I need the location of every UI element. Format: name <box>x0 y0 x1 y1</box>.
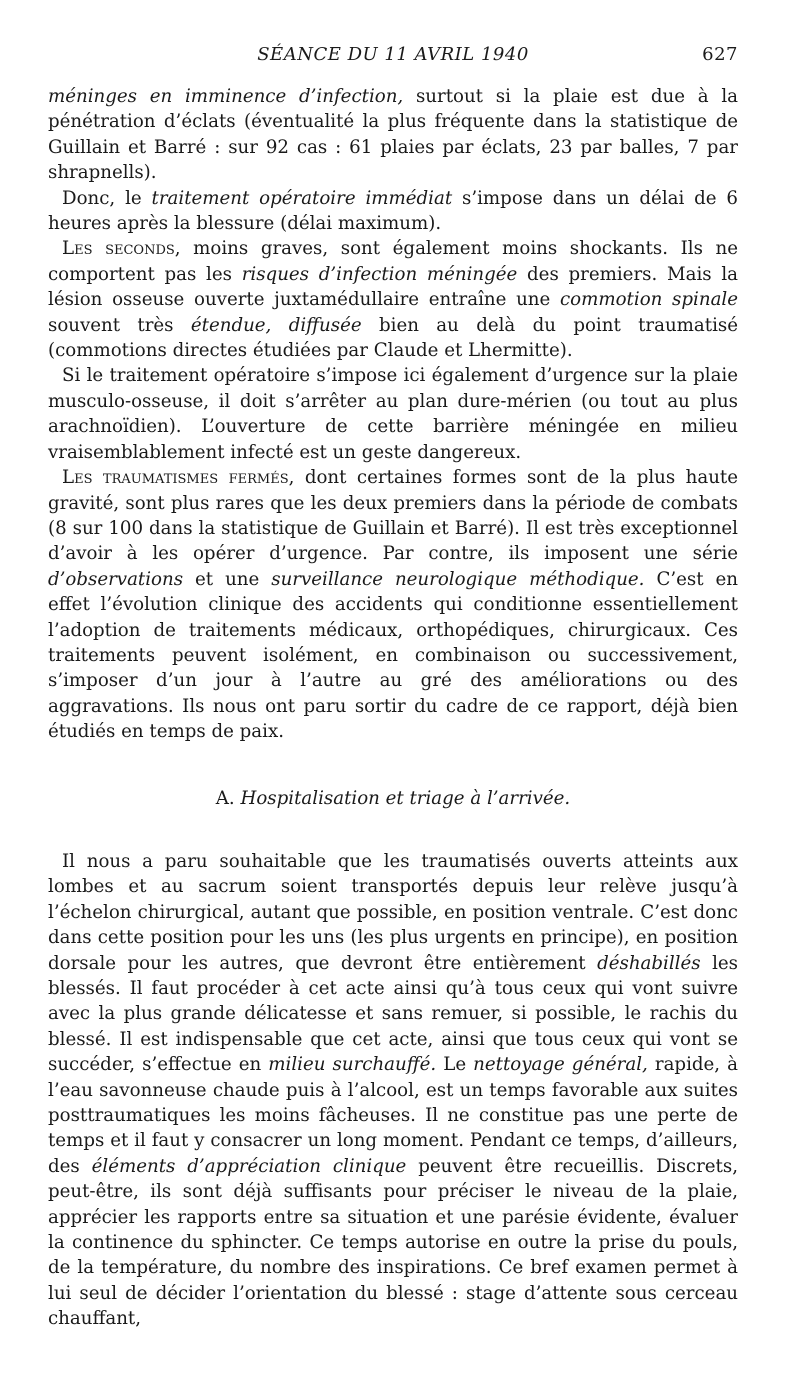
emphasis-text: méninges en imminence d’infection, <box>48 86 404 107</box>
paragraph-text: peuvent être recueillis. Discrets, peut-être, ils sont déjà suffisants pour préciser le niveau de la plaie, apprécier les rapports entre sa situation et une parésie évidente, évaluer la continence du sphincter. Ce temps autorise en outre la prise du pouls, de la température, du nombre des inspirations. Ce bref examen permet à lui seul de décider l’orientation du blessé : stage d’attente sous cerceau chauffant, <box>48 1155 738 1330</box>
section-heading <box>48 786 738 811</box>
small-caps-lead: Les seconds, <box>62 238 181 260</box>
page-number: 627 <box>702 44 738 65</box>
emphasis-text: éléments d’appréciation clinique <box>91 1155 407 1177</box>
emphasis-text: traitement opératoire immédiat <box>151 187 453 209</box>
paragraph-text: Donc, le <box>62 187 152 209</box>
paragraph-3 <box>48 236 738 363</box>
emphasis-text: étendue, diffusée <box>190 314 362 336</box>
paragraph-5 <box>48 465 738 744</box>
small-caps-lead: Les traumatismes fermés, <box>62 467 295 489</box>
emphasis-text: commotion spinale <box>559 289 738 311</box>
section-title: Hospitalisation et triage à l’arrivée. <box>240 787 571 809</box>
paragraph-text: des premiers. Mais la lésion osseuse ouverte juxtamédullaire entraîne une <box>48 263 738 311</box>
body-text <box>48 84 738 1332</box>
paragraph-2 <box>48 186 738 237</box>
emphasis-text: déshabillés <box>597 952 701 974</box>
paragraph-text: les blessés. Il faut procéder à cet acte ainsi qu’à tous ceux qui vont suivre avec la plus grande délicatesse et sans remuer, si possible, le rachis du blessé. Il est indispensable que cet acte, ainsi que tous ceux qui vont se succéder, s’effectue en <box>48 952 738 1076</box>
paragraph-4 <box>48 363 738 465</box>
paragraph-1 <box>48 84 738 186</box>
emphasis-text: nettoyage général, <box>473 1054 648 1076</box>
paragraph-text: Il nous a paru souhaitable que les traumatisés ouverts atteints aux lombes et au sacrum soient transportés depuis leur relève jusqu’à l’échelon chirurgical, autant que possible, en position ventrale. C’est donc dans cette position pour les uns (les plus urgents en principe), en position dorsale pour les autres, que devront être entièrement <box>48 850 738 974</box>
paragraph-text: Le <box>436 1054 474 1076</box>
paragraph-text: moins graves, sont également moins shockants. Ils ne comportent pas les <box>48 238 738 285</box>
paragraph-text: et une <box>183 568 272 590</box>
page-header <box>48 44 738 74</box>
emphasis-text: risques d’infection méningée <box>241 263 518 285</box>
paragraph-text: surtout si la plaie est due à la pénétration d’éclats (éventualité la plus fréquente dans la statistique de Guillain et Barré : sur 92 cas : 61 plaies par éclats, 23 par balles, 7 par shrapnells). <box>48 86 738 184</box>
paragraph-text: C’est en effet l’évolution clinique des accidents qui conditionne essentiellement l’adoption de traitements médicaux, orthopédiques, chirurgicaux. Ces traitements peuvent isolément, en combinaison ou successivement, s’imposer d’un jour à l’autre au gré des améliorations ou des aggravations. Ils nous ont paru sortir du cadre de ce rapport, déjà bien étudiés en temps de paix. <box>48 568 738 743</box>
paragraph-6 <box>48 849 738 1332</box>
paragraph-text: souvent très <box>48 314 191 336</box>
section-label: A. <box>215 787 235 809</box>
emphasis-text: surveillance neurologique méthodique. <box>271 568 645 590</box>
running-title: SÉANCE DU 11 AVRIL 1940 <box>257 44 529 65</box>
paragraph-text: Si le traitement opératoire s’impose ici également d’urgence sur la plaie musculo-osseuse, il doit s’arrêter au plan dure-mérien (ou tout au plus arachnoïdien). L’ouverture de cette barrière méningée en milieu vraisemblablement infecté est un geste dangereux. <box>48 365 738 463</box>
paragraph-text: dont certaines formes sont de la plus haute gravité, sont plus rares que les deux premiers dans la période de combats (8 sur 100 dans la statistique de Guillain et Barré). Il est très exceptionnel d’avoir à les opérer d’urgence. Par contre, ils imposent une série <box>48 467 738 565</box>
emphasis-text: milieu surchauffé. <box>268 1054 437 1076</box>
paragraph-text: rapide, à l’eau savonneuse chaude puis à l’alcool, est un temps favorable aux suites posttraumatiques les moins fâcheuses. Il ne constitue pas une perte de temps et il faut y consacrer un long moment. Pendant ce temps, d’ailleurs, des <box>48 1054 738 1177</box>
emphasis-text: d’observations <box>48 568 184 590</box>
paragraph-text: s’impose dans un délai de 6 heures après la blessure (délai maximum). <box>48 187 739 235</box>
paragraph-text: bien au delà du point traumatisé (commotions directes étudiées par Claude et Lhermitte). <box>48 314 738 362</box>
